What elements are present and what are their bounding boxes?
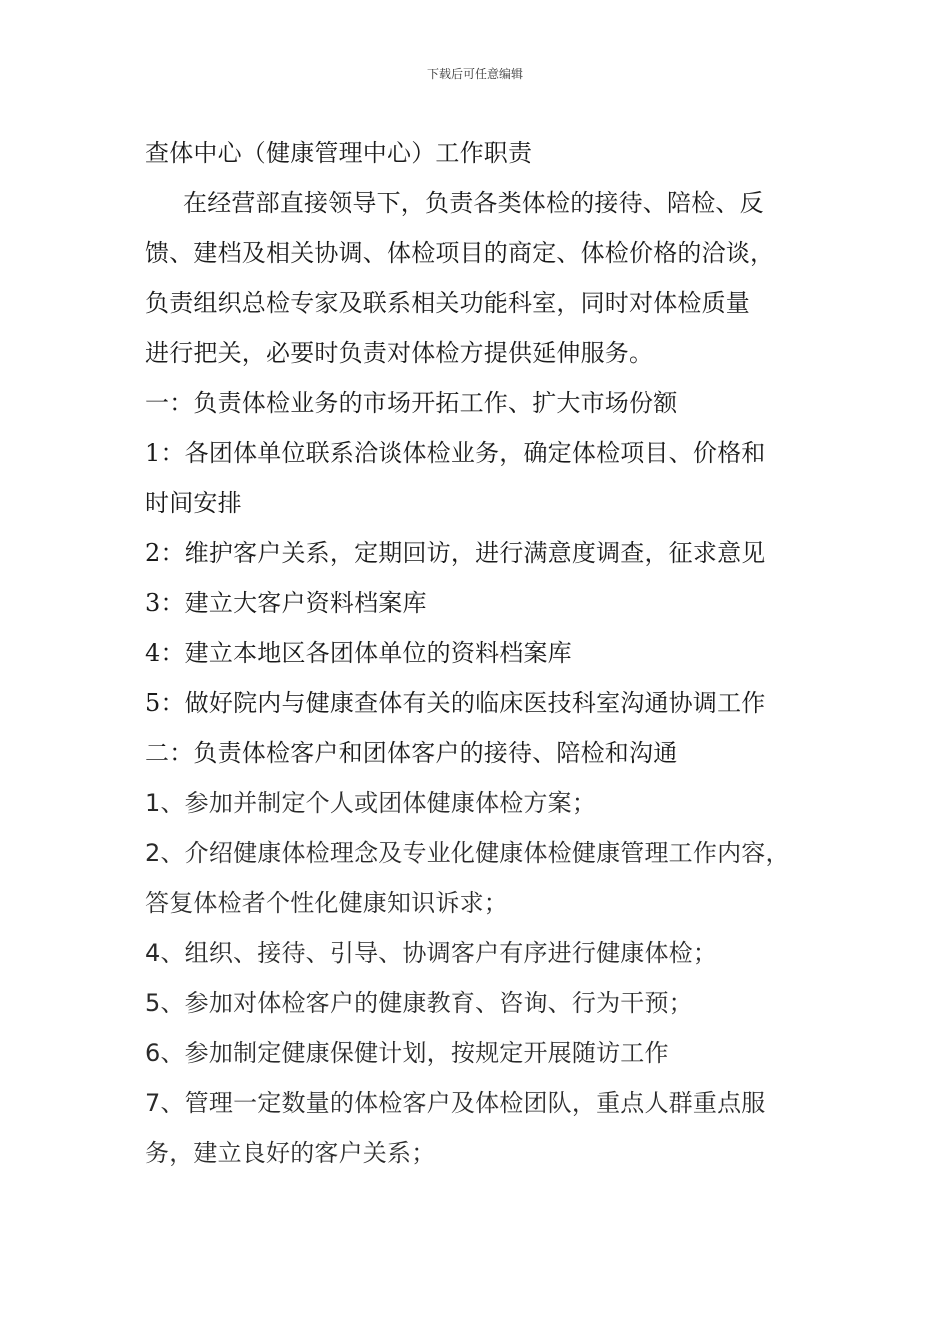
section2-item: 答复体检者个性化健康知识诉求； (145, 889, 508, 917)
section2-item: 5、参加对体检客户的健康教育、咨询、行为干预； (145, 989, 693, 1017)
section1-item: 5：做好院内与健康查体有关的临床医技科室沟通协调工作 (145, 689, 766, 717)
section2-item: 2、介绍健康体检理念及专业化健康体检健康管理工作内容， (145, 839, 790, 867)
section2-item: 务，建立良好的客户关系； (145, 1139, 436, 1167)
intro-line: 馈、建档及相关协调、体检项目的商定、体检价格的洽谈， (145, 239, 775, 267)
intro-line: 在经营部直接领导下，负责各类体检的接待、陪检、反 (183, 189, 764, 217)
section2-item: 7、管理一定数量的体检客户及体检团队，重点人群重点服 (145, 1089, 766, 1117)
section2-item: 6、参加制定健康保健计划，按规定开展随访工作 (145, 1039, 669, 1067)
section2-item: 1、参加并制定个人或团体健康体检方案； (145, 789, 597, 817)
section1-item: 3：建立大客户资料档案库 (145, 589, 427, 617)
section1-item: 时间安排 (145, 489, 242, 517)
intro-line: 负责组织总检专家及联系相关功能科室，同时对体检质量 (145, 289, 750, 317)
section1-item: 1：各团体单位联系洽谈体检业务，确定体检项目、价格和 (145, 439, 766, 467)
page-header-note: 下载后可任意编辑 (426, 67, 523, 81)
document-body (145, 128, 835, 1178)
section1-item: 4：建立本地区各团体单位的资料档案库 (145, 639, 572, 667)
intro-line: 进行把关，必要时负责对体检方提供延伸服务。 (145, 339, 654, 367)
document-title: 查体中心（健康管理中心）工作职责 (145, 139, 533, 167)
section2-item: 4、组织、接待、引导、协调客户有序进行健康体检； (145, 939, 718, 967)
section2-heading: 二：负责体检客户和团体客户的接待、陪检和沟通 (145, 739, 678, 767)
section1-heading: 一：负责体检业务的市场开拓工作、扩大市场份额 (145, 389, 678, 417)
section1-item: 2：维护客户关系，定期回访，进行满意度调查，征求意见 (145, 539, 766, 567)
